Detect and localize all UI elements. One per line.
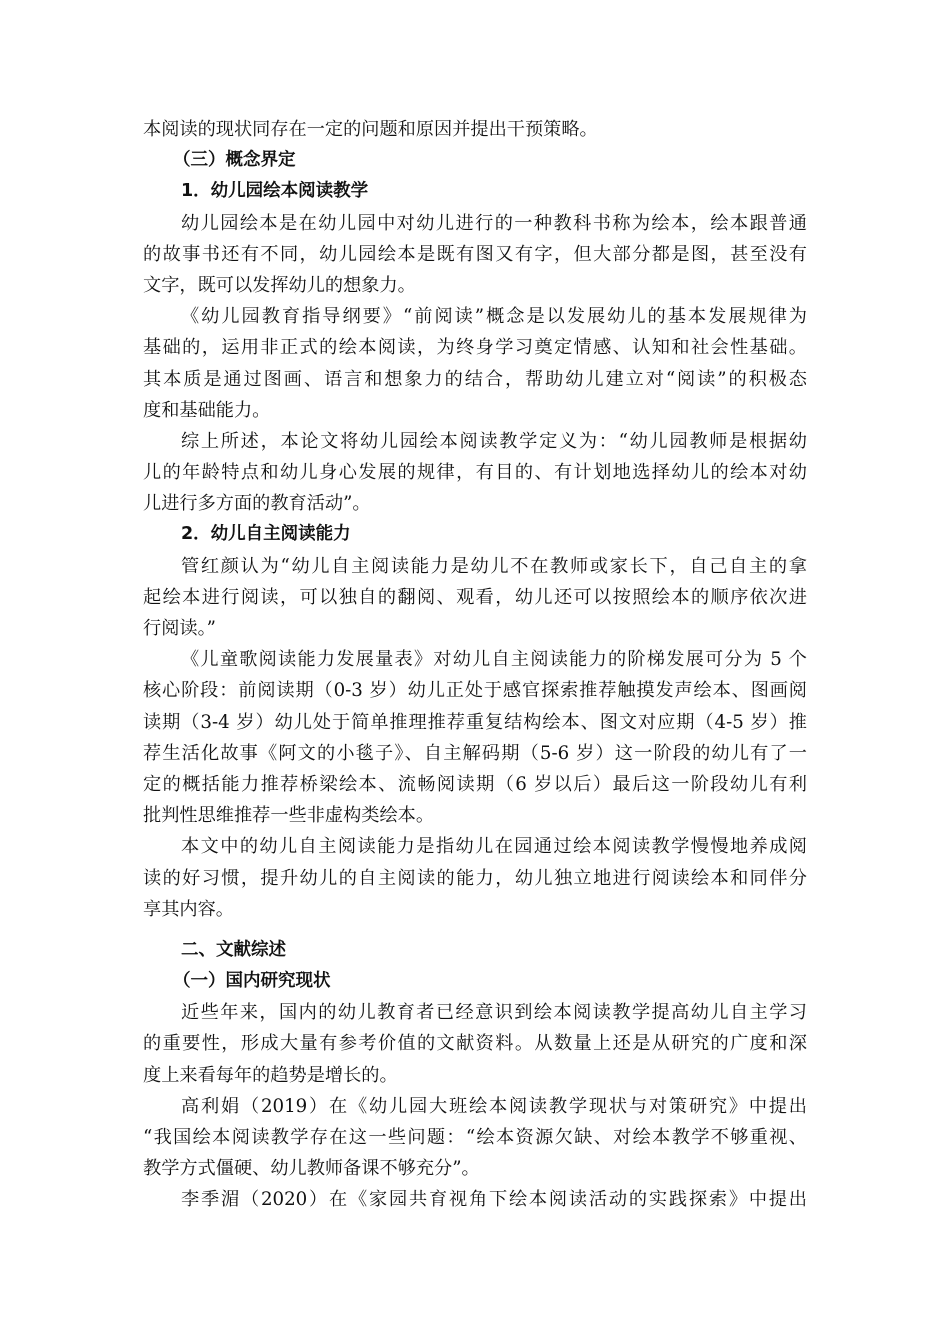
section-gap — [143, 925, 807, 935]
text-line: 度和基础能力。 — [143, 399, 271, 421]
chapter-heading: 二、文献综述 — [181, 939, 286, 960]
text-line: 读期（3-4 岁）幼儿处于简单推理推荐重复结构绘本、图文对应期（4-5 岁）推 — [143, 711, 807, 733]
text-line: 近些年来，国内的幼儿教育者已经意识到绘本阅读教学提高幼儿自主学习 — [181, 1002, 807, 1024]
subsection-heading: 2．幼儿自主阅读能力 — [181, 524, 351, 545]
text-line: 基础的，运用非正式的绘本阅读，为终身学习奠定情感、认知和社会性基础。 — [143, 337, 807, 359]
text-line: “我国绘本阅读教学存在这一些问题：“绘本资源欠缺、对绘本教学不够重视、 — [143, 1127, 807, 1148]
text-line: 度上来看每年的趋势是增长的。 — [143, 1064, 398, 1086]
text-line: 幼儿园绘本是在幼儿园中对幼儿进行的一种教科书称为绘本，绘本跟普通 — [181, 212, 807, 234]
text-line: 享其内容。 — [143, 898, 234, 920]
text-line: 儿进行多方面的教育活动”。 — [143, 493, 371, 515]
text-line: 儿的年龄特点和幼儿身心发展的规律，有目的、有计划地选择幼儿的绘本对幼 — [143, 462, 807, 484]
text-line: 批判性思维推荐一些非虚构类绘本。 — [143, 805, 435, 827]
text-line: 的故事书还有不同，幼儿园绘本是既有图又有字，但大部分都是图，甚至没有 — [143, 243, 807, 265]
text-line: 综上所述，本论文将幼儿园绘本阅读教学定义为：“幼儿园教师是根据幼 — [181, 430, 807, 452]
text-line: 起绘本进行阅读，可以独自的翻阅、观看，幼儿还可以按照绘本的顺序依次进 — [143, 586, 807, 608]
text-line: 文字，既可以发挥幼儿的想象力。 — [143, 274, 416, 296]
section-heading: （三）概念界定 — [173, 150, 296, 171]
text-line: 定的概括能力推荐桥梁绘本、流畅阅读期（6 岁以后）最后这一阶段幼儿有利 — [143, 773, 807, 795]
text-line: 荐生活化故事《阿文的小毯子》、自主解码期（5-6 岁）这一阶段的幼儿有了一 — [143, 742, 807, 764]
document-page — [143, 114, 807, 1216]
text-line: 《幼儿园教育指导纲要》“前阅读”概念是以发展幼儿的基本发展规律为 — [181, 306, 807, 328]
text-line: 管红颜认为“幼儿自主阅读能力是幼儿不在教师或家长下，自己自主的拿 — [181, 555, 807, 577]
text-line: 核心阶段：前阅读期（0-3 岁）幼儿正处于感官探索推荐触摸发声绘本、图画阅 — [143, 680, 807, 702]
text-line: 本阅读的现状同存在一定的问题和原因并提出干预策略。 — [143, 119, 598, 140]
text-line: 行阅读。” — [143, 618, 216, 639]
text-line: 其本质是通过图画、语言和想象力的结合，帮助幼儿建立对“阅读”的积极态 — [143, 368, 807, 390]
text-line: 李季湄（2020）在《家园共育视角下绘本阅读活动的实践探索》中提出 — [181, 1189, 807, 1211]
text-line: 教学方式僵硬、幼儿教师备课不够充分”。 — [143, 1158, 480, 1180]
text-line: 的重要性，形成大量有参考价值的文献资料。从数量上还是从研究的广度和深 — [143, 1033, 807, 1055]
text-line: 高利娟（2019）在《幼儿园大班绘本阅读教学现状与对策研究》中提出 — [181, 1095, 807, 1117]
subsection-heading: 1．幼儿园绘本阅读教学 — [181, 181, 369, 202]
text-line: 读的好习惯，提升幼儿的自主阅读的能力，幼儿独立地进行阅读绘本和同伴分 — [143, 867, 807, 889]
text-line: 《儿童歌阅读能力发展量表》对幼儿自主阅读能力的阶梯发展可分为 5 个 — [181, 649, 807, 671]
section-heading: （一）国内研究现状 — [173, 971, 331, 992]
text-line: 本文中的幼儿自主阅读能力是指幼儿在园通过绘本阅读教学慢慢地养成阅 — [181, 836, 807, 858]
